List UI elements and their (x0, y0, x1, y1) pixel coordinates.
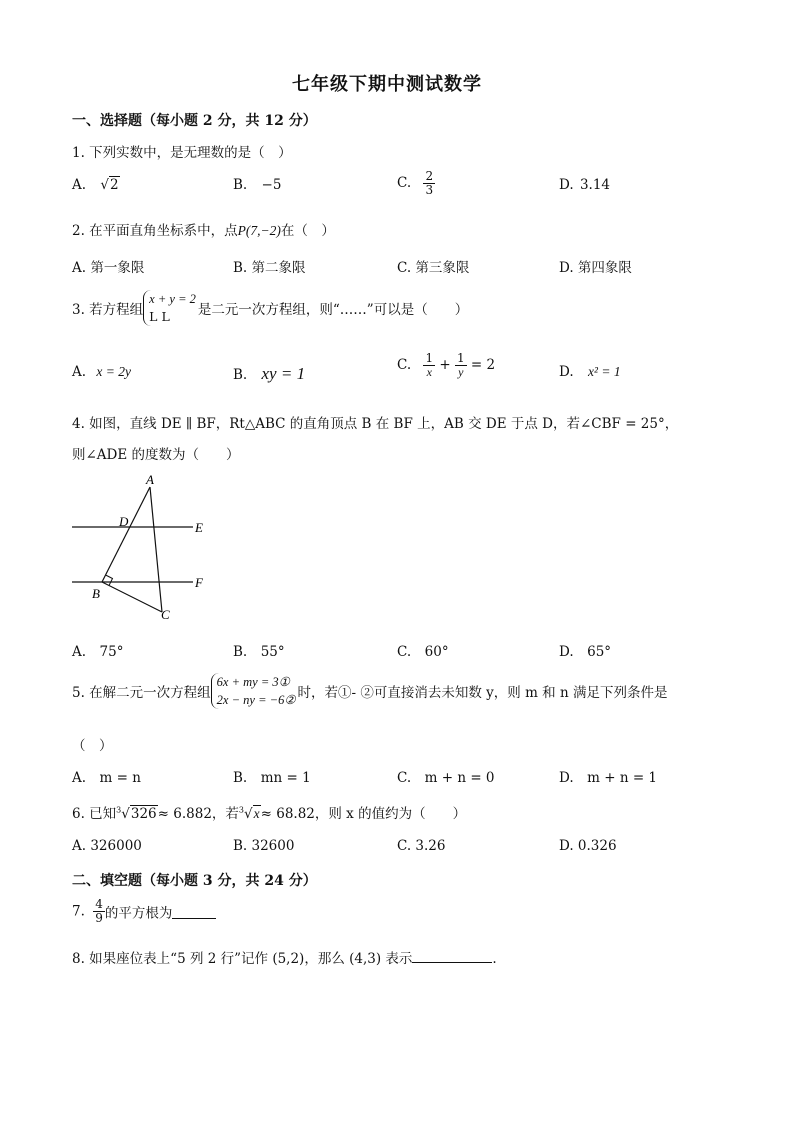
section-heading-fill: 二、填空题（每小题 3 分，共 24 分） (72, 873, 317, 889)
segment-bc (102, 582, 162, 612)
fraction-numerator: 1 (456, 351, 465, 365)
q6-option-c[interactable]: C. 3.26 (397, 838, 446, 854)
equation-system (143, 290, 196, 326)
radicand: 326 (130, 806, 157, 822)
section-heading-choice: 一、选择题（每小题 2 分，共 12 分） (72, 113, 317, 129)
option-label: A. (72, 177, 87, 193)
stem-text: 在（ ） (280, 223, 335, 239)
q3-option-a[interactable] (72, 364, 131, 380)
stem-text: 时，若①- ②可直接消去未知数 y，则 m 和 n 满足下列条件是 (297, 685, 668, 701)
stem-text: ≈ 68.82，则 x 的值约为（ ） (260, 806, 467, 822)
q2-option-a[interactable]: A. 第一象限 (72, 260, 145, 276)
q1-option-b[interactable] (233, 177, 281, 193)
option-value: −5 (261, 177, 282, 193)
question-6-stem: 6. 已知$^3$√326≈ 6.882，若$^3$√x≈ 68.82，则 x 的值约为（ ） (72, 805, 467, 822)
equals-value: = 2 (470, 357, 496, 373)
equation-line: L L (149, 309, 170, 324)
stem-text: 6. 已知 (72, 806, 117, 822)
label-b: B (92, 586, 100, 601)
fraction-denominator: x (426, 365, 432, 379)
segment-ac (150, 487, 162, 612)
label-e: E (195, 520, 203, 535)
sqrt-radicand: 2 (109, 177, 119, 193)
option-label: D. (559, 177, 574, 193)
equation-line: 2x − ny = −6② (216, 693, 296, 707)
q5-option-c[interactable]: C. m + n = 0 (397, 770, 495, 786)
question-5-stem (72, 673, 667, 709)
fraction-numerator: 2 (425, 169, 434, 183)
fraction-numerator: 1 (425, 351, 434, 365)
option-label: A. (72, 364, 87, 380)
fraction-numerator: 4 (95, 897, 103, 911)
stem-text: 3. 若方程组 (72, 302, 144, 318)
equation-system (211, 673, 296, 709)
q4-option-a[interactable]: A. 75° (72, 644, 124, 660)
question-number: 7. (72, 903, 85, 920)
period: . (492, 951, 497, 967)
q6-option-d[interactable]: D. 0.326 (559, 838, 617, 854)
stem-text: 2. 在平面直角坐标系中，点 (72, 223, 238, 239)
q2-option-c[interactable]: C. 第三象限 (397, 260, 470, 276)
q5-option-b[interactable]: B. mn = 1 (233, 770, 311, 786)
equation-line: x + y = 2 (149, 292, 196, 306)
fraction-denominator: y (458, 365, 464, 379)
q1-option-a[interactable]: A. √2 (72, 177, 119, 193)
fraction-denominator: 3 (425, 183, 434, 197)
question-2-stem (72, 219, 335, 239)
plus-sign: + (439, 357, 451, 373)
page-title: 七年级下期中测试数学 (292, 74, 482, 95)
label-f: F (195, 575, 203, 590)
answer-blank[interactable] (172, 904, 216, 919)
option-value: x² = 1 (587, 364, 621, 379)
root-index: 3 (238, 805, 245, 815)
stem-text: ≈ 6.882，若 (157, 806, 239, 822)
q4-option-c[interactable]: C. 60° (397, 644, 449, 660)
option-label: C. (397, 175, 412, 191)
stem-text: 8. 如果座位表上“5 列 2 行”记作 (5,2)，那么 (4,3) 表示 (72, 951, 413, 967)
question-8 (72, 947, 497, 967)
option-label: C. (397, 357, 412, 373)
stem-text: 的平方根为 (104, 905, 173, 922)
question-5-paren: （ ） (72, 738, 113, 754)
q5-option-a[interactable]: A. m = n (72, 770, 141, 786)
radicand: x (253, 806, 260, 821)
question-4-line-1: 4. 如图，直线 DE ∥ BF，Rt△ABC 的直角顶点 B 在 BF 上，AB 交 DE 于点 D，若∠CBF = 25°， (72, 416, 679, 432)
q6-option-b[interactable]: B. 32600 (233, 838, 295, 854)
q2-option-b[interactable]: B. 第二象限 (233, 260, 306, 276)
question-4-line-2: 则∠ADE 的度数为（ ） (72, 447, 240, 463)
question-3-stem (72, 290, 468, 326)
question-7 (72, 898, 216, 925)
q3-option-c[interactable] (397, 352, 495, 379)
option-label: B. (233, 367, 248, 383)
label-d: D (119, 514, 129, 529)
answer-blank[interactable] (412, 949, 492, 963)
option-value: 3.14 (579, 177, 610, 193)
root-index: 3 (116, 805, 122, 815)
q1-option-c[interactable] (397, 170, 435, 197)
q3-option-d[interactable] (559, 364, 621, 380)
q3-option-b[interactable] (233, 364, 305, 384)
option-value: x = 2y (96, 364, 131, 379)
option-label: B. (233, 177, 248, 193)
geometry-figure (66, 470, 216, 630)
option-value: xy = 1 (261, 364, 306, 383)
q6-option-a[interactable]: A. 326000 (72, 838, 142, 854)
label-c: C (161, 607, 170, 622)
option-label: D. (559, 364, 574, 380)
fraction-denominator: 9 (95, 911, 103, 925)
stem-text: 5. 在解二元一次方程组 (72, 685, 211, 701)
equation-line: 6x + my = 3① (216, 675, 290, 689)
q1-option-d[interactable] (559, 177, 610, 193)
q4-option-b[interactable]: B. 55° (233, 644, 285, 660)
stem-text: 是二元一次方程组，则“……”可以是（ ） (197, 302, 469, 318)
segment-ab (102, 487, 150, 582)
q2-option-d[interactable]: D. 第四象限 (559, 260, 632, 276)
q5-option-d[interactable]: D. m + n = 1 (559, 770, 658, 786)
q4-option-d[interactable]: D. 65° (559, 644, 612, 660)
point-expression: P(7,−2) (237, 223, 281, 238)
question-1-stem: 1. 下列实数中，是无理数的是（ ） (72, 145, 292, 161)
label-a: A (146, 472, 154, 487)
